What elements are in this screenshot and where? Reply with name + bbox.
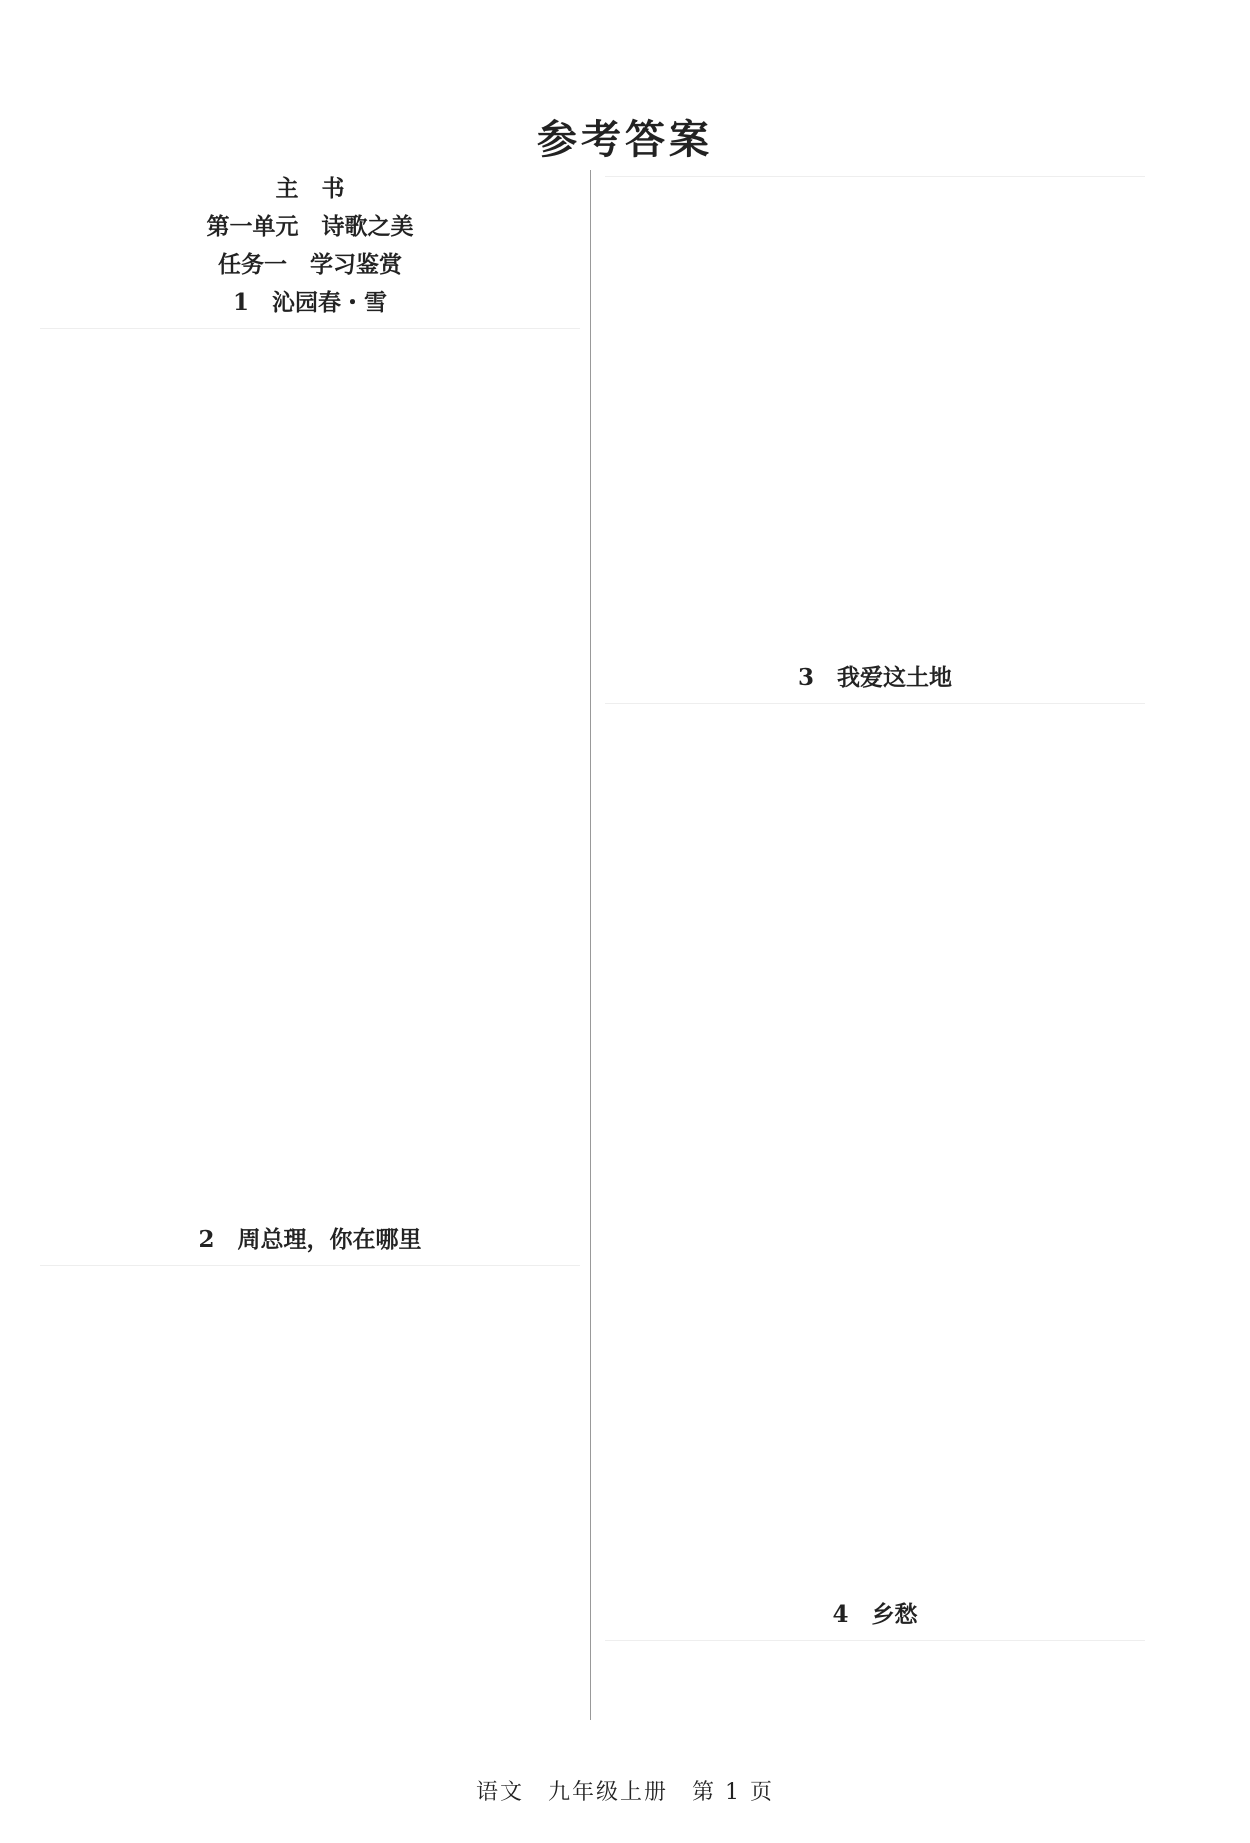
lesson-2-answers [40,1265,580,1746]
lesson-2-heading: 2 周总理，你在哪里 [198,1226,422,1253]
lesson-3-heading: 3 我爱这土地 [797,664,952,691]
lesson-1-heading: 1 沁园春・雪 [232,289,387,316]
book-heading: 主 书 [275,175,345,202]
lesson-4-heading: 4 乡愁 [832,1601,918,1628]
right-column [605,170,1145,1720]
task-heading: 任务一 学习鉴赏 [218,251,402,278]
lesson-4-answers [605,1640,1145,1761]
page-footer: 语文 九年级上册 第 1 页 [476,1780,774,1805]
column-divider [590,170,591,1720]
page-title: 参考答案 [537,116,713,163]
unit-heading: 第一单元 诗歌之美 [206,213,414,240]
lesson-1-answers [40,328,580,1209]
lesson-3-answers [605,703,1145,1584]
left-column [40,170,580,1720]
lesson-2-answers-continued [605,176,1145,647]
